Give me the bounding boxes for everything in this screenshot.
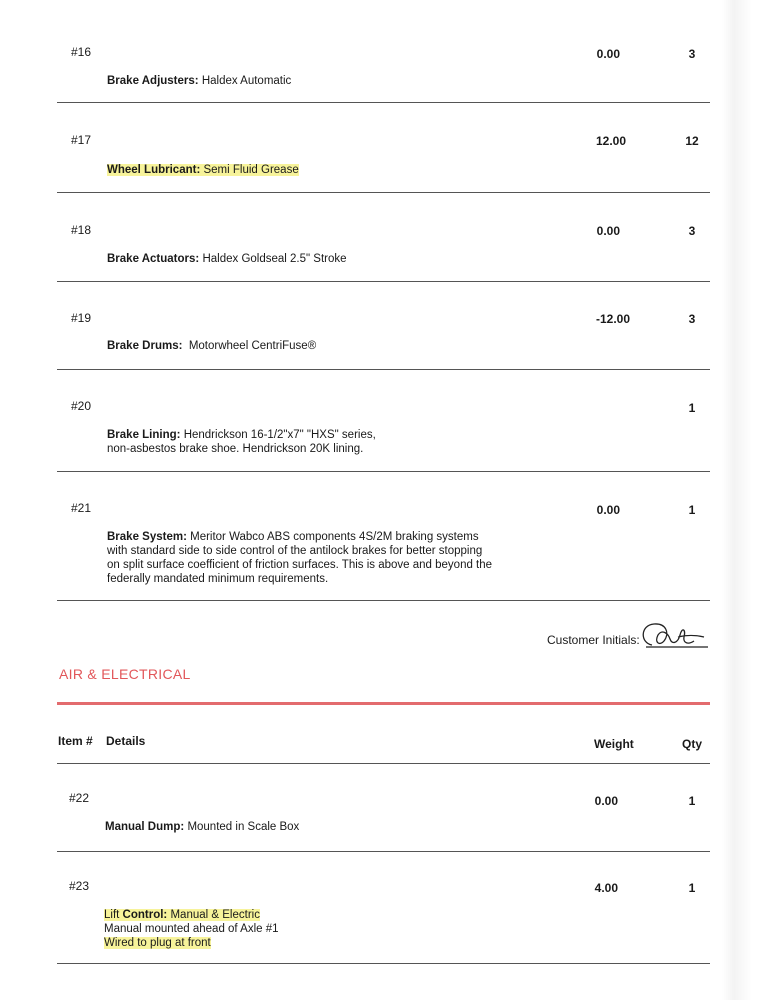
item-label: Brake Adjusters: xyxy=(107,75,199,87)
item-desc-line: Manual mounted ahead of Axle #1 xyxy=(104,923,279,935)
header-item-number: Item # xyxy=(58,734,93,748)
item-qty: 12 xyxy=(685,134,699,148)
item-number: #18 xyxy=(71,223,92,237)
item-details xyxy=(104,908,524,950)
item-label: Brake System: xyxy=(107,531,187,543)
item-weight: 0.00 xyxy=(596,47,620,61)
header-details: Details xyxy=(106,734,146,748)
item-weight: 0.00 xyxy=(596,503,620,517)
item-number: #23 xyxy=(69,879,90,893)
item-label: Brake Drums: xyxy=(107,340,183,352)
header-weight: Weight xyxy=(594,737,634,751)
item-number: #21 xyxy=(71,501,92,515)
item-desc: Manual & Electric xyxy=(170,909,260,921)
item-label: Brake Actuators: xyxy=(107,253,200,265)
divider xyxy=(57,369,710,370)
item-desc: Hendrickson 16-1/2"x7" "HXS" series, xyxy=(183,429,376,441)
item-qty: 1 xyxy=(688,794,696,808)
item-label: Control: xyxy=(122,909,168,921)
item-label-prefix: Lift xyxy=(104,909,120,921)
item-qty: 3 xyxy=(688,312,696,326)
item-qty: 1 xyxy=(688,503,696,517)
item-weight: 0.00 xyxy=(594,794,618,808)
divider xyxy=(57,102,710,103)
item-desc: Motorwheel CentriFuse® xyxy=(188,340,317,352)
item-details xyxy=(105,820,525,834)
divider xyxy=(57,600,710,601)
item-weight: 4.00 xyxy=(594,881,618,895)
scan-edge xyxy=(722,0,752,1000)
signature-initials xyxy=(638,619,710,651)
item-desc: Semi Fluid Grease xyxy=(203,164,299,176)
item-number: #16 xyxy=(71,45,92,59)
item-details xyxy=(107,530,547,586)
divider xyxy=(57,281,710,282)
item-qty: 1 xyxy=(688,401,696,415)
item-desc-line: on split surface coefficient of friction surfaces. This is above and beyond the xyxy=(107,559,493,571)
divider xyxy=(57,851,710,852)
divider xyxy=(57,763,710,764)
divider xyxy=(57,471,710,472)
item-desc-line: Wired to plug at front xyxy=(104,937,211,949)
item-desc: Haldex Goldseal 2.5" Stroke xyxy=(202,253,347,265)
item-qty: 3 xyxy=(688,224,696,238)
item-number: #22 xyxy=(69,791,90,805)
item-desc: Meritor Wabco ABS components 4S/2M braking systems xyxy=(190,531,479,543)
item-desc: Mounted in Scale Box xyxy=(187,821,300,833)
item-details xyxy=(107,428,527,456)
item-number: #20 xyxy=(71,399,92,413)
item-details xyxy=(107,74,527,88)
item-qty: 3 xyxy=(688,47,696,61)
divider xyxy=(57,963,710,964)
section-divider xyxy=(57,702,710,705)
item-qty: 1 xyxy=(688,881,696,895)
item-weight: 12.00 xyxy=(595,134,626,148)
section-title: AIR & ELECTRICAL xyxy=(59,666,191,682)
item-weight: -12.00 xyxy=(595,312,630,326)
item-desc-line: non-asbestos brake shoe. Hendrickson 20K lining. xyxy=(107,443,364,455)
item-weight: 0.00 xyxy=(596,224,620,238)
item-label: Wheel Lubricant: xyxy=(107,164,201,176)
item-details xyxy=(107,163,527,177)
item-desc-line: with standard side to side control of the antilock brakes for better stopping xyxy=(107,545,483,557)
item-number: #19 xyxy=(71,311,92,325)
divider xyxy=(57,192,710,193)
item-details xyxy=(107,252,527,266)
customer-initials-label: Customer Initials: xyxy=(547,633,640,647)
item-label: Manual Dump: xyxy=(105,821,185,833)
item-desc: Haldex Automatic xyxy=(201,75,292,87)
item-desc-line: federally mandated minimum requirements. xyxy=(107,573,329,585)
item-details xyxy=(107,339,527,353)
item-number: #17 xyxy=(71,133,92,147)
item-label: Brake Lining: xyxy=(107,429,181,441)
header-qty: Qty xyxy=(682,737,703,751)
